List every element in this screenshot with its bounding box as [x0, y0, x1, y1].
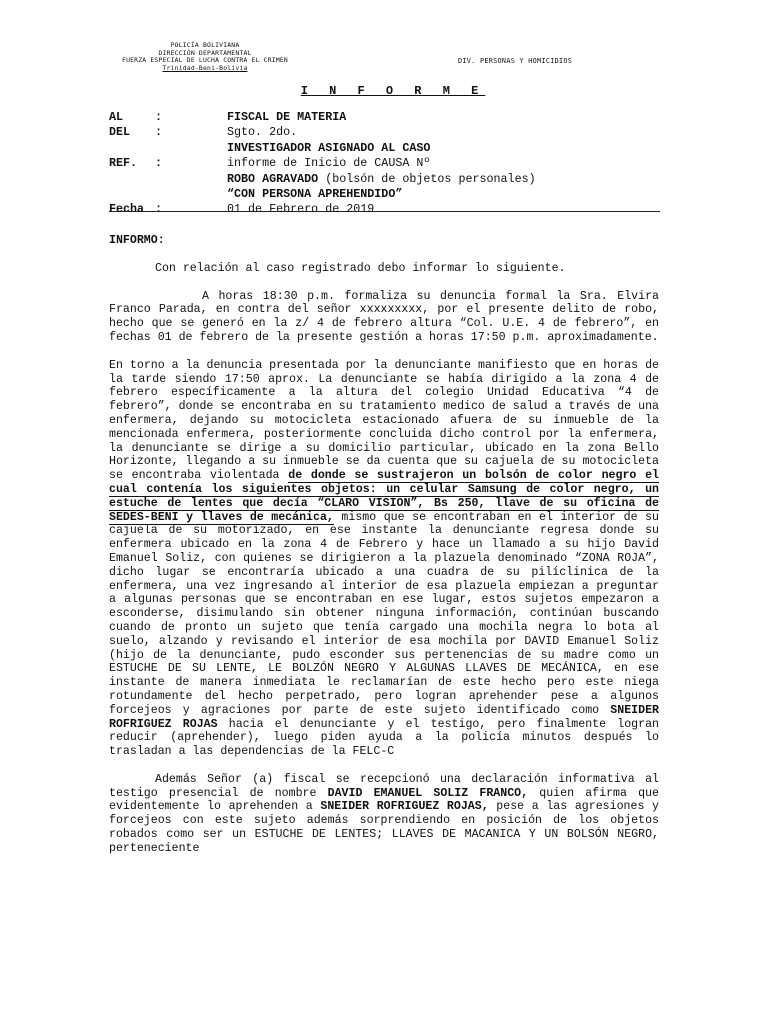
witness-text-1: Además Señor (a) fiscal se recepcionó una declaración informativa al testigo presencial de nombre [109, 772, 659, 800]
title-text: I N F O R M E [300, 84, 486, 98]
ref-colon: : [155, 156, 163, 171]
header-city: Trinidad-Beni-Bolivia [162, 63, 248, 72]
row-ref [109, 156, 660, 171]
memo-header-block [109, 110, 660, 218]
report-body [109, 234, 659, 856]
al-colon: : [155, 110, 163, 124]
facts-text-3: hacia el denunciante y el testigo, pero finalmente logran reducir (aprehender), luego piden ayuda a la policía minutos después lo trasladan a las dependencias de la FELC-C [109, 717, 659, 759]
complaint-paragraph: A horas 18:30 p.m. formaliza su denuncia formal la Sra. Elvira Franco Parada, en contra del señor xxxxxxxxx, por el presente delito de robo, hecho que se generó en la z/ 4 de febrero altura “Col. U.E. 4 de febrero”, en fechas 01 de febrero de la presente gestión a horas 17:50 p.m. aproximadamente. [109, 289, 659, 344]
intro-paragraph: Con relación al caso registrado debo informar lo siguiente. [155, 261, 566, 275]
suspect-name: SNEIDER ROFRIGUEZ ROJAS [109, 703, 659, 731]
witness-text-3: pese a las agresiones y forcejeos con este sujeto además sorprendiendo en posición de los objetos robados como ser un ESTUCHE DE LENTES; LLAVES DE MACANICA Y UN BOLSÓN NEGRO, perteneciente [109, 800, 659, 855]
al-key: AL [109, 110, 124, 124]
header-line-1: POLICÍA BOLIVIANA [170, 41, 240, 49]
ref-crime: ROBO AGRAVADO [227, 171, 319, 186]
ref-value-2 [227, 172, 536, 187]
informo-heading: INFORMO: [109, 234, 165, 247]
ref-value-3: “CON PERSONA APREHENDIDO” [227, 186, 403, 201]
header-divider [109, 211, 660, 212]
stolen-items-text: de donde se sustrajeron un bolsón de color negro el cual contenía los siguientes objetos: un celular Samsung de color negro, un estuche de lentes que decía “CLARO VISION”, Bs 250, llave de su oficina de SEDES-BENI y llaves de mecánica, [109, 469, 660, 524]
document-title [0, 84, 768, 98]
row-ref-3 [109, 187, 660, 202]
fecha-value: 01 de Febrero de 2019 [227, 202, 375, 217]
suspect-name-2: SNEIDER ROFRIGUEZ ROJAS, [320, 800, 489, 814]
witness-paragraph [109, 773, 659, 856]
row-del [109, 125, 660, 140]
al-value: FISCAL DE MATERIA [227, 110, 347, 124]
fecha-colon: : [155, 202, 163, 217]
del-colon: : [155, 125, 163, 140]
header-line-2: DIRECCIÓN DEPARTAMENTAL [158, 48, 252, 57]
witness-text-2: quien afirma que evidentemente lo aprehenden a [109, 786, 659, 814]
witness-name: DAVID EMANUEL SOLIZ FRANCO, [327, 786, 529, 800]
row-ref-2 [109, 172, 660, 187]
header-line-3: FUERZA ESPECIAL DE LUCHA CONTRA EL CRIMEN [122, 56, 288, 65]
ref-key: REF. [109, 156, 138, 171]
ref-crime-detail: (bolsón de objetos personales) [318, 171, 536, 186]
del-value-2: INVESTIGADOR ASIGNADO AL CASO [227, 140, 431, 155]
facts-text-2: mismo que se encontraban en el interior de su cajuela de su motorizado, en ese instante la denunciante regresa donde su enfermera ubicado en la zona 4 de Febrero y hace un llamado a su hijo David Emanuel Soliz, con quienes se dirigieron a la plazuela denominado “ZONA ROJA”, dicho lugar se encontraría ubicado a una cuadra de su pilíclinica de la enfermera, una vez ingresando al interior de esa plazuela empiezan a preguntar a algunas personas que se encontraban en ese lugar, estos sujetos empezaron a esconderse, disimulando sin obtener ninguna información, continúan buscando cuando de pronto un sujeto que tenía cargado una mochila negra lo bota al suelo, alzando y revisando el interior de esa mochila por DAVID Emanuel Soliz (hijo de la denunciante, pudo esconder sus pertenencias de su madre como un ESTUCHE DE SU LENTE, LE BOLZÓN NEGRO Y ALGUNAS LLAVES DE MECÁNICA, en ese instante de manera inmediata le reclamarían de este hecho pero este niega rotundamente del hecho perpetrado, pero logran aprehender pese a algunos forcejeos y agraciones por parte de este sujeto identificado como [109, 510, 659, 717]
ref-value-1: informe de Inicio de CAUSA Nº [227, 156, 431, 171]
institution-header [110, 42, 300, 72]
facts-text-1: En torno a la denuncia presentada por la denunciante manifiesto que en horas de la tarde siendo 17:50 aprox. La denunciante se había dirigido a la zona 4 de febrero específicamente a la altura del colegio Unidad Educativa “4 de febrero”, donde se encontraba en su tratamiento medico de salud a través de una enfermera, dejando su motocicleta estacionado afuera de su inmueble de la mencionada enfermera, posteriormente concluida dicho control por la enfermera, la denunciante se dirige a su domicilio particular, ubicado en la zona Bello Horizonte, llegando a su inmueble se da cuenta que su cajuela de su motocicleta se encontraba violentada [109, 358, 659, 483]
row-del-2 [109, 141, 660, 156]
del-key: DEL [109, 125, 131, 140]
division-header: DIV. PERSONAS Y HOMICIDIOS [458, 57, 573, 65]
fecha-key: Fecha [109, 202, 145, 217]
del-value-1: Sgto. 2do. [227, 125, 298, 140]
row-al [109, 110, 660, 125]
facts-paragraph [109, 359, 659, 759]
